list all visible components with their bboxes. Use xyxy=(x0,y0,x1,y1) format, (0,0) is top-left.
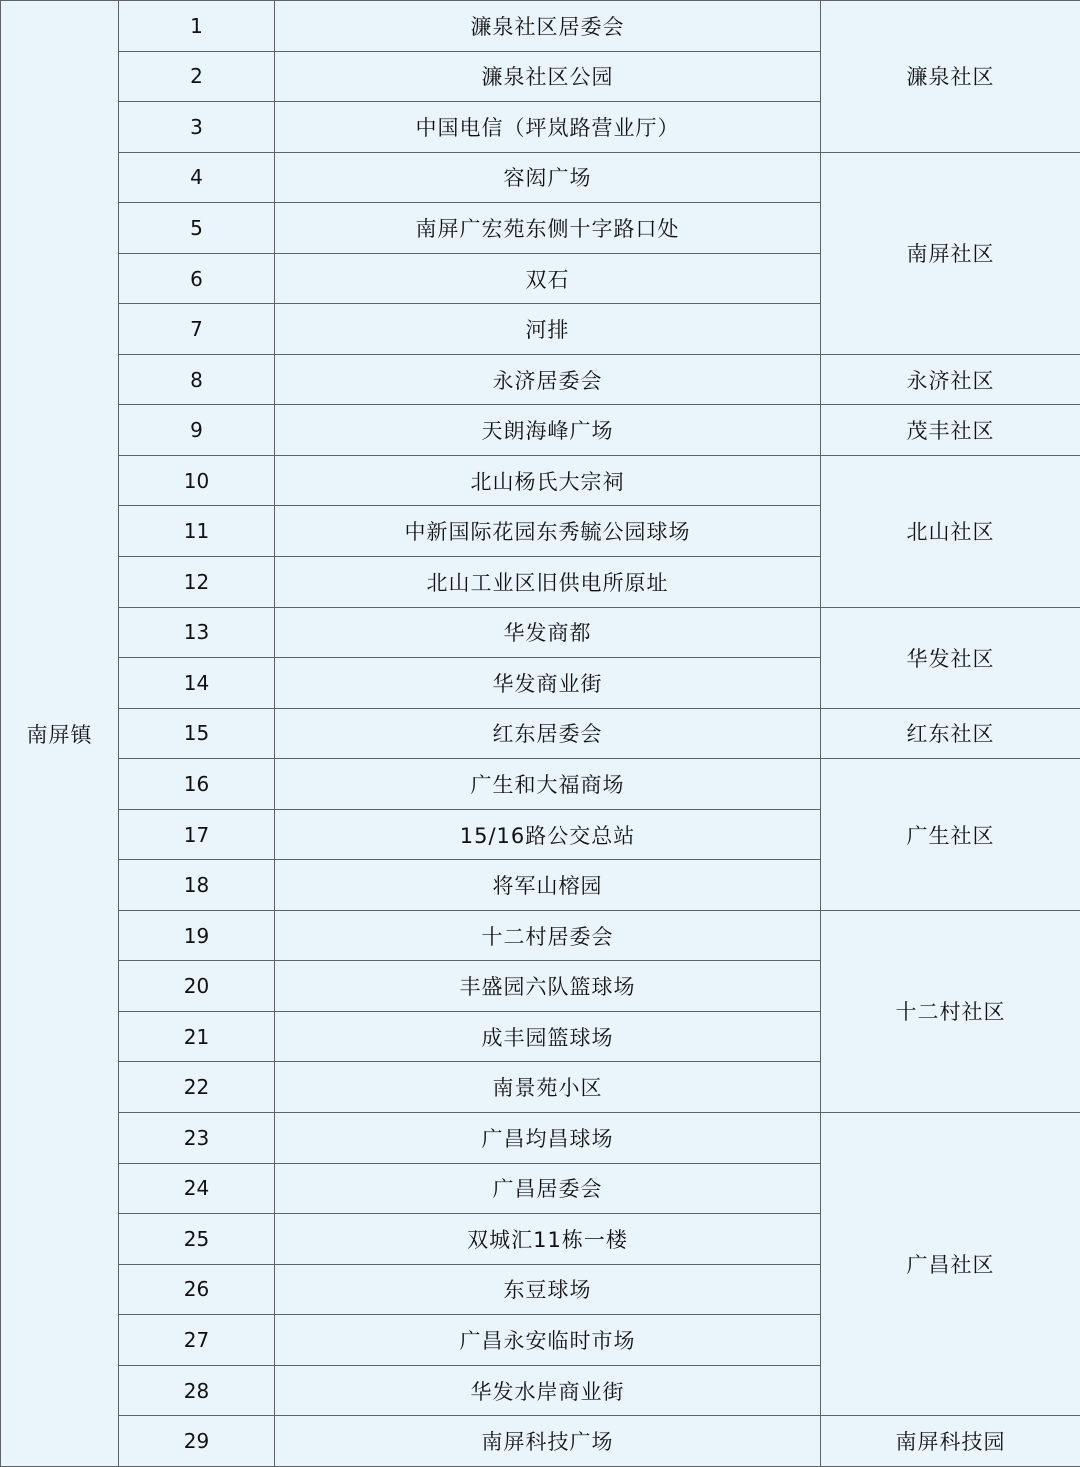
row-number: 25 xyxy=(119,1214,275,1265)
row-number: 26 xyxy=(119,1264,275,1315)
row-number: 3 xyxy=(119,102,275,153)
site-name: 广昌均昌球场 xyxy=(275,1113,821,1164)
row-number: 21 xyxy=(119,1011,275,1062)
site-name: 濂泉社区公园 xyxy=(275,51,821,102)
row-number: 11 xyxy=(119,506,275,557)
community-cell: 广昌社区 xyxy=(821,1113,1080,1416)
site-name: 东豆球场 xyxy=(275,1264,821,1315)
community-cell: 永济社区 xyxy=(821,354,1080,405)
row-number: 19 xyxy=(119,910,275,961)
site-name: 南屏广宏苑东侧十字路口处 xyxy=(275,203,821,254)
table-row xyxy=(1,455,1080,506)
table-row xyxy=(1,152,1080,203)
row-number: 13 xyxy=(119,607,275,658)
site-name: 15/16路公交总站 xyxy=(275,809,821,860)
row-number: 16 xyxy=(119,759,275,810)
table-row xyxy=(1,1113,1080,1164)
site-name: 广生和大福商场 xyxy=(275,759,821,810)
row-number: 9 xyxy=(119,405,275,456)
row-number: 6 xyxy=(119,253,275,304)
site-name: 南屏科技广场 xyxy=(275,1416,821,1467)
site-name: 双城汇11栋一楼 xyxy=(275,1214,821,1265)
table-row xyxy=(1,1,1080,52)
row-number: 17 xyxy=(119,809,275,860)
row-number: 15 xyxy=(119,708,275,759)
community-cell: 南屏社区 xyxy=(821,152,1080,354)
site-name: 丰盛园六队篮球场 xyxy=(275,961,821,1012)
row-number: 5 xyxy=(119,203,275,254)
community-cell: 红东社区 xyxy=(821,708,1080,759)
row-number: 27 xyxy=(119,1315,275,1366)
table-row xyxy=(1,910,1080,961)
table-row xyxy=(1,1416,1080,1467)
community-cell: 北山社区 xyxy=(821,455,1080,607)
table-row xyxy=(1,708,1080,759)
row-number: 22 xyxy=(119,1062,275,1113)
row-number: 14 xyxy=(119,658,275,709)
site-name: 红东居委会 xyxy=(275,708,821,759)
row-number: 29 xyxy=(119,1416,275,1467)
site-name: 华发商都 xyxy=(275,607,821,658)
community-cell: 广生社区 xyxy=(821,759,1080,911)
community-cell: 濂泉社区 xyxy=(821,1,1080,153)
table-row xyxy=(1,354,1080,405)
row-number: 8 xyxy=(119,354,275,405)
table-row xyxy=(1,405,1080,456)
community-cell: 南屏科技园 xyxy=(821,1416,1080,1467)
town-cell: 南屏镇 xyxy=(1,1,119,1467)
site-name: 华发商业街 xyxy=(275,658,821,709)
row-number: 12 xyxy=(119,557,275,608)
row-number: 7 xyxy=(119,304,275,355)
site-name: 容闳广场 xyxy=(275,152,821,203)
site-name: 南景苑小区 xyxy=(275,1062,821,1113)
row-number: 10 xyxy=(119,455,275,506)
table-row xyxy=(1,759,1080,810)
community-cell: 十二村社区 xyxy=(821,910,1080,1112)
site-name: 中国电信（坪岚路营业厅） xyxy=(275,102,821,153)
row-number: 28 xyxy=(119,1365,275,1416)
site-name: 河排 xyxy=(275,304,821,355)
site-name: 成丰园篮球场 xyxy=(275,1011,821,1062)
site-name: 十二村居委会 xyxy=(275,910,821,961)
site-name: 北山工业区旧供电所原址 xyxy=(275,557,821,608)
site-name: 华发水岸商业街 xyxy=(275,1365,821,1416)
row-number: 1 xyxy=(119,1,275,52)
table-row xyxy=(1,607,1080,658)
site-name: 广昌永安临时市场 xyxy=(275,1315,821,1366)
site-name: 永济居委会 xyxy=(275,354,821,405)
site-name: 广昌居委会 xyxy=(275,1163,821,1214)
community-cell: 华发社区 xyxy=(821,607,1080,708)
row-number: 4 xyxy=(119,152,275,203)
community-cell: 茂丰社区 xyxy=(821,405,1080,456)
row-number: 18 xyxy=(119,860,275,911)
site-name: 北山杨氏大宗祠 xyxy=(275,455,821,506)
row-number: 2 xyxy=(119,51,275,102)
site-name: 天朗海峰广场 xyxy=(275,405,821,456)
row-number: 23 xyxy=(119,1113,275,1164)
site-name: 中新国际花园东秀毓公园球场 xyxy=(275,506,821,557)
site-name: 双石 xyxy=(275,253,821,304)
row-number: 20 xyxy=(119,961,275,1012)
row-number: 24 xyxy=(119,1163,275,1214)
site-name: 将军山榕园 xyxy=(275,860,821,911)
site-name: 濂泉社区居委会 xyxy=(275,1,821,52)
